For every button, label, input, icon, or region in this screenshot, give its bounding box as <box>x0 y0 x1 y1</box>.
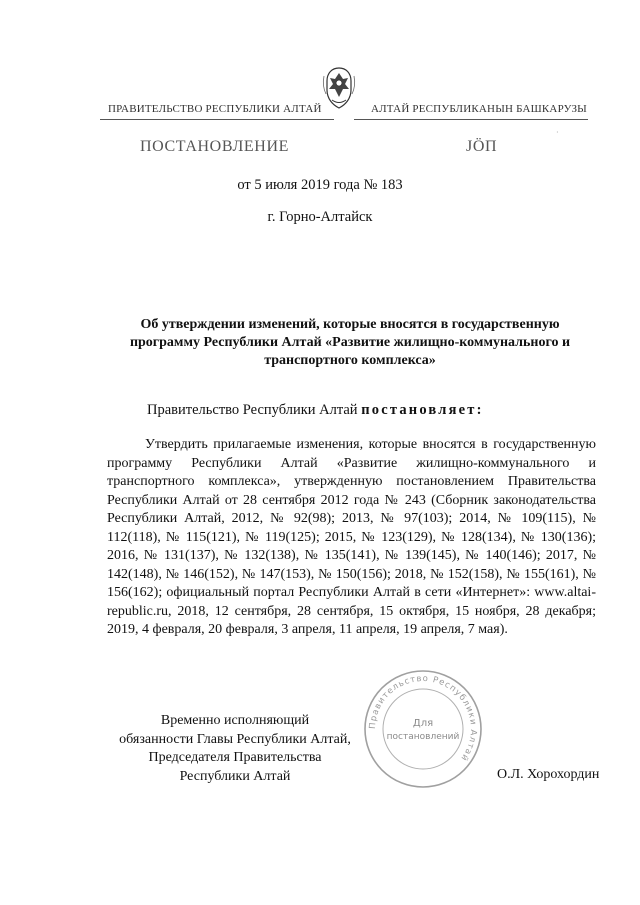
document-body <box>107 436 596 640</box>
coat-of-arms-icon <box>318 64 360 110</box>
header-authority-ru: ПРАВИТЕЛЬСТВО РЕСПУБЛИКИ АЛТАЙ <box>108 103 322 115</box>
preamble <box>147 402 484 419</box>
body-paragraph: Утвердить прилагаемые изменения, которые вносятся в государственную программу Республики Алтай «Развитие жилищно-коммунального и транспортного комплекса», утвержденную постановлением Правительства Республики Алтай от 28 сентября 2012 года № 243 (Сборник законодательства Республики Алтай, 2012, № 92(98); 2013, № 97(103); 2014, № 109(115), № 112(118), № 115(121), № 119(125); 2015, № 123(129), № 128(134), № 130(136); 2016, № 131(137), № 132(138), № 135(141), № 139(145), № 140(146); 2017, № 142(148), № 146(152), № 147(153), № 150(156); 2018, № 152(158), № 155(161), № 156(162); официальный портал Республики Алтай в сети «Интернет»: www.altai-republic.ru, 2018, 12 сентября, 28 сентября, 15 октября, 15 ноября, 28 декабря; 2019, 4 февраля, 20 февраля, 3 апреля, 11 апреля, 19 апреля, 7 мая). <box>107 437 596 637</box>
header-authority-alt: АЛТАЙ РЕСПУБЛИКАНЫН БАШКАРУЗЫ <box>371 103 587 115</box>
signature-position-line: Республики Алтай <box>179 768 291 784</box>
stamp-center-line: Для <box>412 718 434 729</box>
official-stamp <box>361 667 485 791</box>
signatory-name: О.Л. Хорохордин <box>497 767 600 782</box>
stamp-ring-text: Правительство Республики Алтай <box>367 673 479 764</box>
document-title: Об утверждении изменений, которые вносятся в государственную программу Республики Алтай «Развитие жилищно-коммунального и транспортного комплекса» <box>129 317 571 368</box>
header-divider-left <box>100 119 334 120</box>
signature-position-line: Председателя Правительства <box>148 750 322 765</box>
date-number: от 5 июля 2019 года № 183 <box>237 177 403 193</box>
doc-type-ru: ПОСТАНОВЛЕНИЕ <box>140 138 289 155</box>
decree-word: постановляет: <box>361 402 484 418</box>
preamble-text: Правительство Республики Алтай <box>147 402 362 418</box>
signature-position-line: обязанности Главы Республики Алтай, <box>119 731 351 747</box>
signature-position <box>105 712 365 786</box>
stamp-center-line: постановлений <box>386 732 460 742</box>
doc-type-alt: ЈӦП <box>466 138 498 155</box>
city: г. Горно-Алтайск <box>267 209 373 225</box>
signature-position-line: Временно исполняющий <box>160 713 310 728</box>
scan-mark: · <box>556 128 559 137</box>
header-divider-right <box>354 119 588 120</box>
